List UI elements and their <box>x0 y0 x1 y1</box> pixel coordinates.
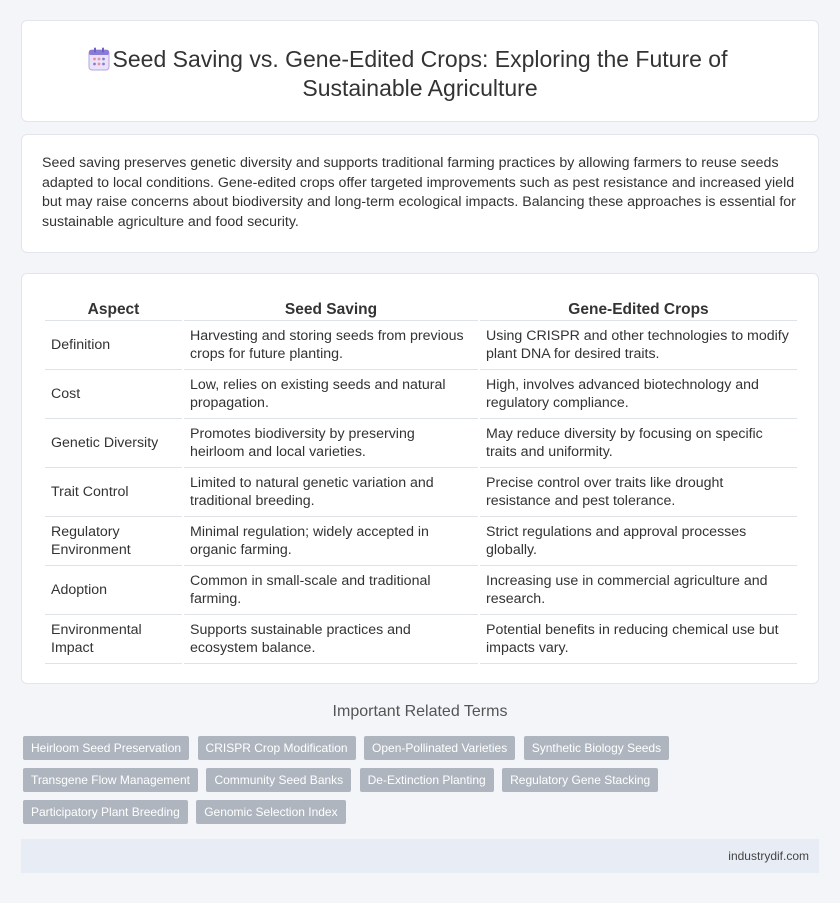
row-gene-edited: Increasing use in commercial agriculture and research. <box>480 566 797 615</box>
related-term-tag[interactable]: CRISPR Crop Modification <box>198 736 356 760</box>
header-aspect: Aspect <box>45 294 182 321</box>
related-terms-title: Important Related Terms <box>332 703 508 720</box>
row-seed-saving: Minimal regulation; widely accepted in organic farming. <box>184 517 478 566</box>
table-row <box>45 566 797 615</box>
footer-site[interactable]: industrydif.com <box>728 849 809 863</box>
header-seed-saving: Seed Saving <box>184 294 478 321</box>
row-aspect: Environmental Impact <box>45 615 182 664</box>
related-term-tag[interactable]: Regulatory Gene Stacking <box>502 768 658 792</box>
related-term-tag[interactable]: Participatory Plant Breeding <box>23 800 188 824</box>
row-gene-edited: Strict regulations and approval processes globally. <box>480 517 797 566</box>
calendar-icon <box>88 47 110 71</box>
related-term-tag[interactable]: Synthetic Biology Seeds <box>524 736 669 760</box>
row-seed-saving: Limited to natural genetic variation and traditional breeding. <box>184 468 478 517</box>
comparison-card <box>21 273 819 684</box>
header-gene-edited: Gene-Edited Crops <box>480 294 797 321</box>
related-term-tag[interactable]: Open-Pollinated Varieties <box>364 736 515 760</box>
row-aspect: Cost <box>45 370 182 419</box>
row-aspect: Genetic Diversity <box>45 419 182 468</box>
related-terms-list <box>23 736 823 832</box>
row-seed-saving: Common in small-scale and traditional farming. <box>184 566 478 615</box>
intro-text: Seed saving preserves genetic diversity and supports traditional farming practices by allowing farmers to reuse seeds adapted to local conditions. Gene-edited crops offer targeted improvements such as pest resistance and increased yield but may raise concerns about biodiversity and long-term ecological impacts. Balancing these approaches is essential for sustainable agriculture and food security. <box>42 155 796 230</box>
related-term-tag[interactable]: Community Seed Banks <box>206 768 351 792</box>
row-gene-edited: May reduce diversity by focusing on specific traits and uniformity. <box>480 419 797 468</box>
row-seed-saving: Promotes biodiversity by preserving heirloom and local varieties. <box>184 419 478 468</box>
table-header-row <box>45 294 797 321</box>
row-gene-edited: High, involves advanced biotechnology and regulatory compliance. <box>480 370 797 419</box>
table-row <box>45 615 797 664</box>
table-row <box>45 419 797 468</box>
header-content <box>22 45 818 103</box>
row-aspect: Definition <box>45 321 182 370</box>
table-row <box>45 321 797 370</box>
page-title: Seed Saving vs. Gene-Edited Crops: Exploring the Future of Sustainable Agriculture <box>112 46 728 101</box>
row-seed-saving: Supports sustainable practices and ecosystem balance. <box>184 615 478 664</box>
table-row <box>45 370 797 419</box>
row-seed-saving: Harvesting and storing seeds from previous crops for future planting. <box>184 321 478 370</box>
row-seed-saving: Low, relies on existing seeds and natural propagation. <box>184 370 478 419</box>
row-gene-edited: Potential benefits in reducing chemical use but impacts vary. <box>480 615 797 664</box>
table-row <box>45 468 797 517</box>
related-term-tag[interactable]: Heirloom Seed Preservation <box>23 736 189 760</box>
row-gene-edited: Using CRISPR and other technologies to modify plant DNA for desired traits. <box>480 321 797 370</box>
header-card <box>21 20 819 122</box>
row-gene-edited: Precise control over traits like drought resistance and pest tolerance. <box>480 468 797 517</box>
row-aspect: Trait Control <box>45 468 182 517</box>
intro-card <box>21 134 819 253</box>
row-aspect: Adoption <box>45 566 182 615</box>
related-term-tag[interactable]: Transgene Flow Management <box>23 768 198 792</box>
comparison-table <box>43 294 799 664</box>
related-term-tag[interactable]: Genomic Selection Index <box>196 800 345 824</box>
table-row <box>45 517 797 566</box>
row-aspect: Regulatory Environment <box>45 517 182 566</box>
footer <box>21 839 819 873</box>
related-term-tag[interactable]: De-Extinction Planting <box>360 768 494 792</box>
